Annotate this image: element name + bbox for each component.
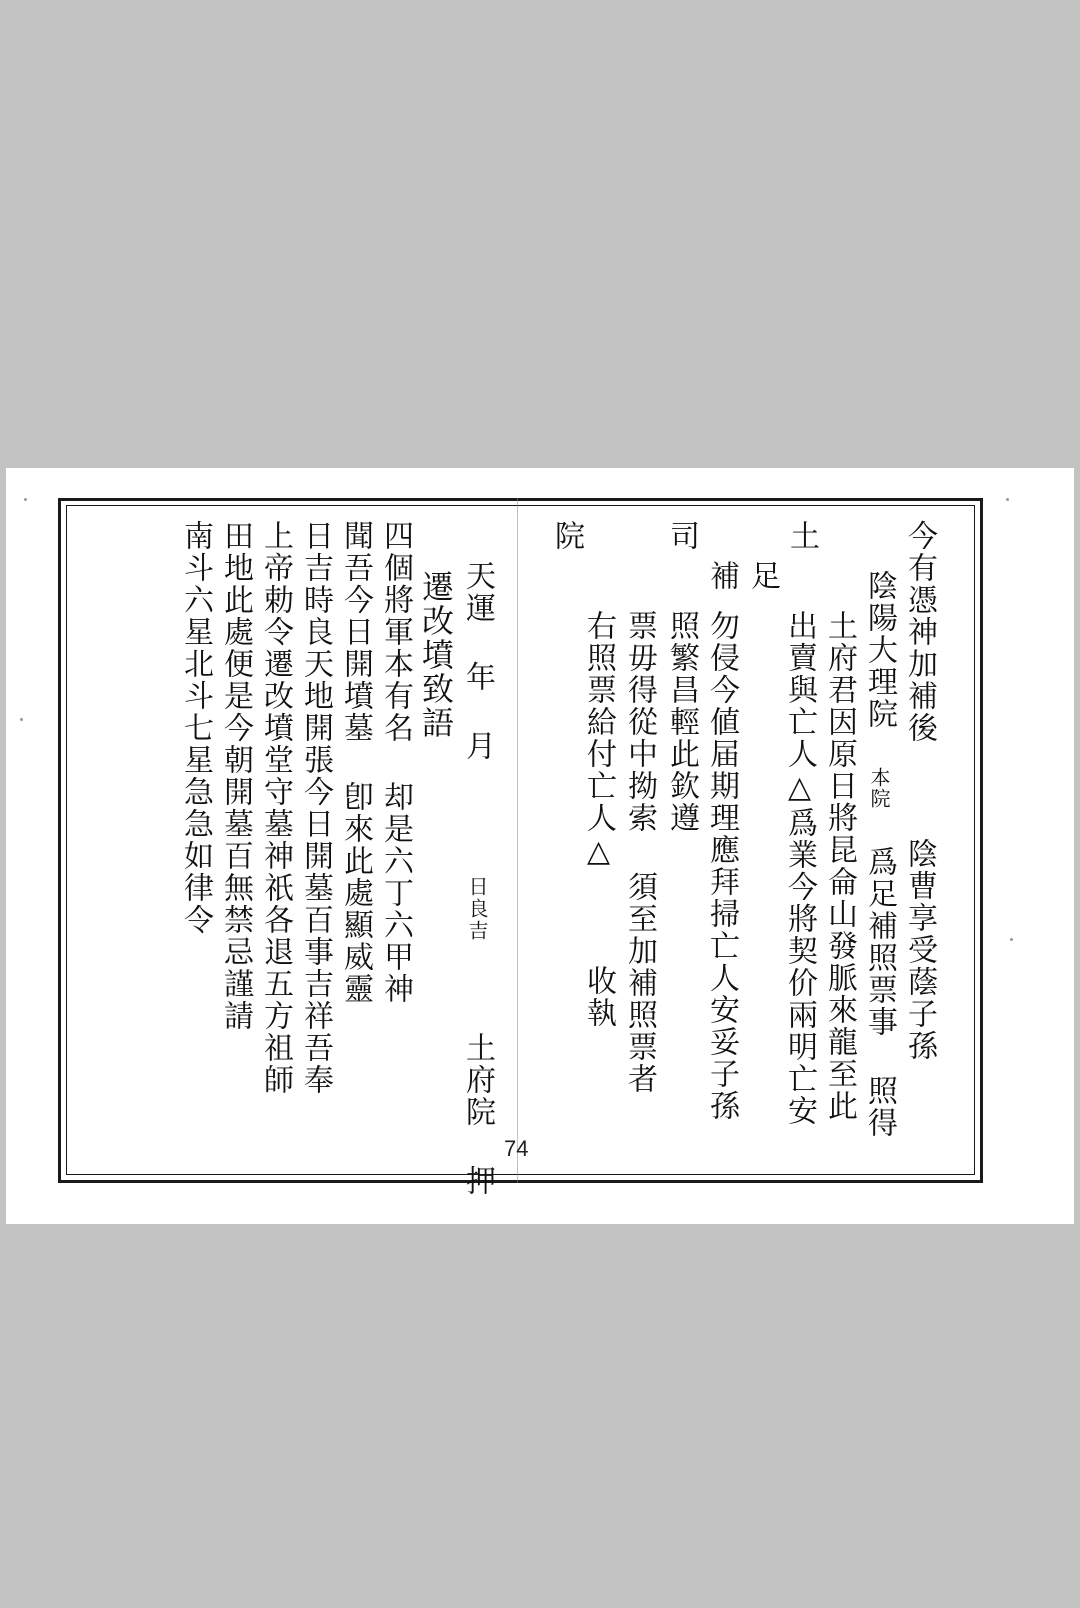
page-fold xyxy=(517,498,518,1183)
side-char-yuan: 院 xyxy=(549,520,584,552)
left-line-3: 日吉時良天地開張今日開墓百事吉祥吾奉 xyxy=(298,520,333,1096)
side-char-bu: 補 xyxy=(704,560,739,592)
left-line-1: 四個將軍本有名 却是六丁六甲神 xyxy=(378,520,413,1005)
left-line-4: 上帝勅令遷改墳堂守墓神祇各退五方祖師 xyxy=(258,520,293,1096)
left-line-5: 田地此處便是今朝開墓百無禁忌謹請 xyxy=(218,520,253,1032)
right-line-2-head: 陰陽大理院 xyxy=(862,570,897,730)
right-line-2 xyxy=(862,570,897,1139)
right-line-1-head: 今有憑神加補後 xyxy=(902,520,937,744)
date-line-mid: 日良吉 xyxy=(465,876,489,942)
right-line-1 xyxy=(902,520,937,1062)
date-line-tail: 土府院 押 xyxy=(460,1032,495,1197)
side-char-zu: 足 xyxy=(745,560,780,592)
side-char-si: 司 xyxy=(664,520,699,552)
date-line xyxy=(460,560,495,1197)
left-line-2: 聞吾今日開墳墓 卽來此處顯威靈 xyxy=(338,520,373,1005)
scan-speck xyxy=(24,498,27,501)
section-title: 遷改墳致語 xyxy=(417,570,455,740)
right-line-2-note: 本院 xyxy=(867,767,891,809)
side-char-tu: 土 xyxy=(784,520,819,552)
right-line-1-tail: 陰曹享受蔭子孫 xyxy=(902,838,937,1062)
date-line-head: 天運 年 月 xyxy=(460,560,495,762)
scan-speck xyxy=(20,718,23,721)
scanned-page xyxy=(6,468,1074,1224)
right-line-5: 勿侵今値届期理應拜掃亡人安妥子孫 xyxy=(704,610,739,1122)
page-number: 74 xyxy=(504,1136,529,1161)
right-line-3: 土府君因原日將昆侖山發脈來龍至此 xyxy=(822,610,857,1122)
right-line-2-tail: 爲足補照票事 照得 xyxy=(862,846,897,1139)
right-line-8-head: 右照票給付亡人△ xyxy=(581,610,616,871)
left-line-6: 南斗六星北斗七星急急如律令 xyxy=(178,520,213,936)
right-line-7: 票毋得從中拗索 須至加補照票者 xyxy=(622,610,657,1095)
right-line-6: 照繁昌輕此欽遵 xyxy=(664,610,699,834)
scan-speck xyxy=(1010,938,1013,941)
scan-speck xyxy=(1006,498,1009,501)
right-line-8-tail: 收執 xyxy=(581,965,616,1029)
right-line-8 xyxy=(581,610,616,1029)
right-line-4: 出賣與亡人△爲業今將契价兩明亡安 xyxy=(782,610,817,1127)
